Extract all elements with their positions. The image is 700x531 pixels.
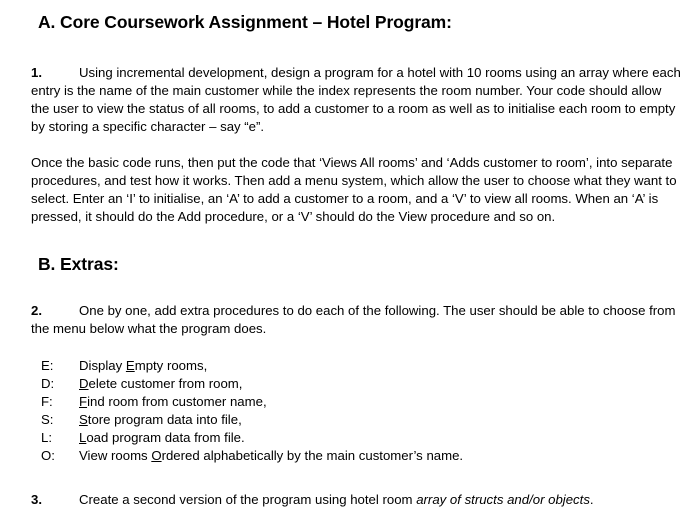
menu-text-pre: Display — [79, 358, 126, 373]
menu-text-post: tore program data into file, — [87, 412, 242, 427]
item-3-text: Create a second version of the program using hotel room — [79, 492, 417, 507]
menu-text-underlined: E — [125, 358, 135, 373]
item-2-text: One by one, add extra procedures to do each of the following. The user should be able to choose from the menu below what the program does. — [31, 303, 676, 336]
menu-key: E: — [41, 358, 54, 373]
menu-text-post: oad program data from file. — [86, 430, 245, 445]
menu-text-underlined: D — [79, 376, 89, 391]
menu-key: L: — [41, 430, 52, 445]
item-3-number: 3. — [31, 492, 42, 507]
menu-key: S: — [41, 412, 54, 427]
menu-option-s — [41, 411, 463, 429]
menu-text-pre: View rooms — [79, 448, 152, 463]
item-3-paragraph — [31, 491, 683, 509]
menu-option-d — [41, 375, 463, 393]
menu-text-underlined: O — [151, 448, 162, 463]
menu-text-post: ind room from customer name, — [87, 394, 267, 409]
menu-key: D: — [41, 376, 55, 391]
menu-key: O: — [41, 448, 55, 463]
item-1-paragraph-2: Once the basic code runs, then put the code that ‘Views All rooms’ and ‘Adds customer to room’, into separate procedures, and test how it works. Then add a menu system, which allow the user to choose what they want to select. Enter an ‘I’ to initialise, an ‘A’ to add a customer to a room, and a ‘V’ to view all rooms. When an ‘A’ is pressed, it should do the Add procedure, or a ‘V’ should do the View procedure and so on. — [31, 155, 677, 224]
item-1-number: 1. — [31, 65, 42, 80]
menu-option-f — [41, 393, 463, 411]
menu-text-post: mpty rooms, — [134, 358, 208, 373]
item-2-number: 2. — [31, 303, 42, 318]
item-1-paragraph — [31, 64, 683, 136]
section-b-title: B. Extras: — [38, 254, 119, 274]
menu-text-underlined: L — [79, 430, 87, 445]
menu-text-underlined: S — [79, 412, 88, 427]
menu-text-underlined: F — [79, 394, 88, 409]
item-3-end: . — [589, 492, 594, 507]
menu-option-l — [41, 429, 463, 447]
menu-text-post: rdered alphabetically by the main customer’s name. — [161, 448, 464, 463]
item-2-paragraph — [31, 302, 683, 338]
menu-option-o — [41, 447, 463, 465]
item-1-text: Using incremental development, design a program for a hotel with 10 rooms using an array where each entry is the name of the main customer while the index represents the room number. Your code should allow the user to view the status of all rooms, to add a customer to a room as well as to initialise each room to empty by storing a specific character – say “e”. — [31, 65, 681, 134]
menu-key: F: — [41, 394, 53, 409]
menu-option-e — [41, 357, 463, 375]
section-a-title: A. Core Coursework Assignment – Hotel Program: — [38, 12, 452, 32]
menu-text-post: elete customer from room, — [88, 376, 243, 391]
item-3-italic-text: array of structs and/or objects — [416, 492, 590, 507]
menu-options-list — [41, 357, 463, 465]
